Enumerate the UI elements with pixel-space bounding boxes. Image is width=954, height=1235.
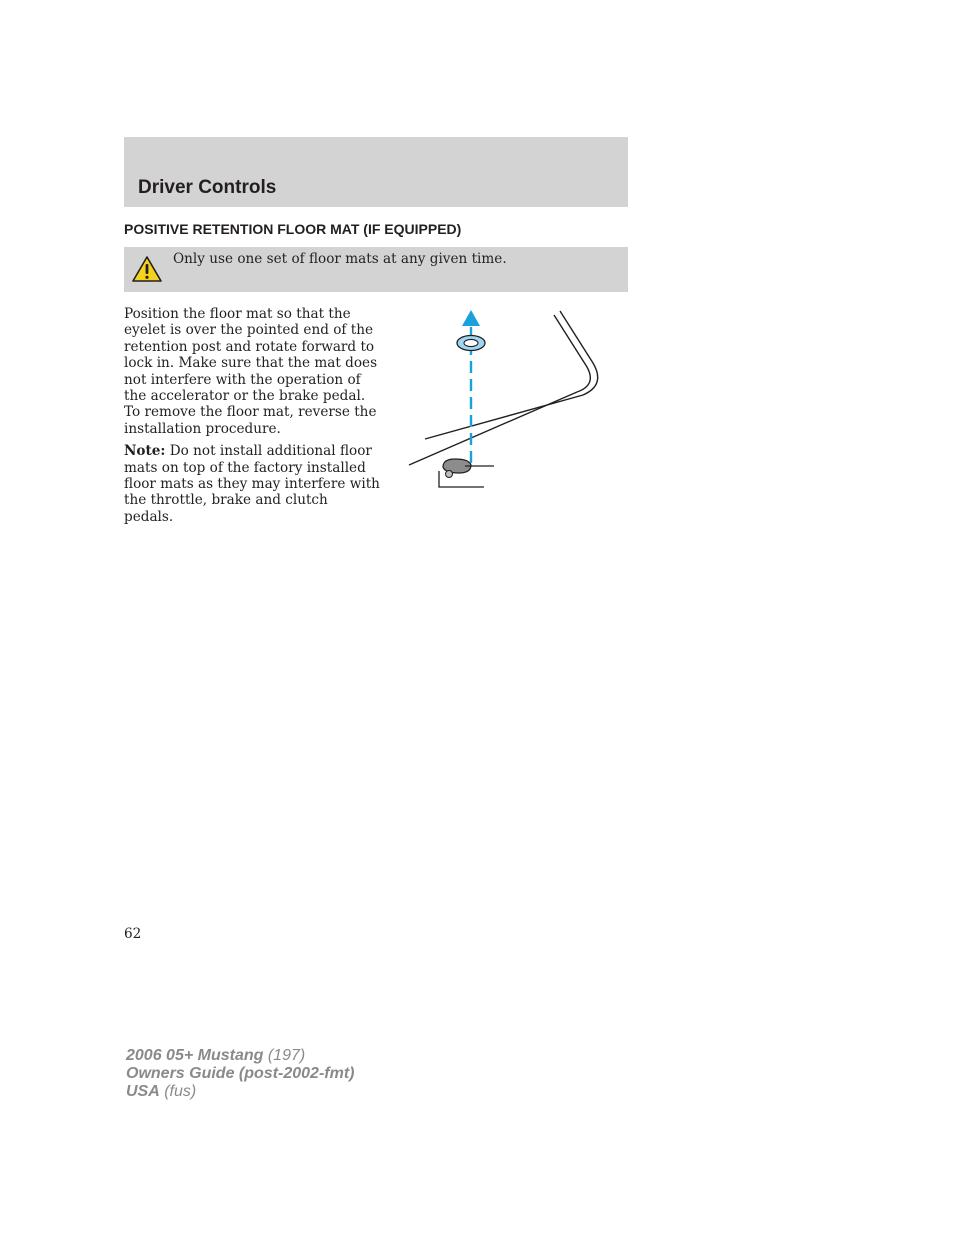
section-title: Driver Controls bbox=[138, 177, 277, 198]
footer-market-code: (fus) bbox=[159, 1083, 197, 1100]
up-arrow-icon bbox=[462, 310, 480, 326]
footer-market: USA bbox=[126, 1083, 160, 1100]
body-text bbox=[124, 306, 380, 531]
retention-post-base bbox=[446, 471, 453, 478]
instruction-paragraph: Position the floor mat so that the eyelet is over the pointed end of the retention post and rotate forward to lock in. Make sure that the mat does not interfere with the operation of the accelerator or the brake pedal. To remove the floor mat, reverse the installation procedure. bbox=[124, 306, 378, 437]
mat-edge-inner bbox=[409, 315, 590, 465]
page-number: 62 bbox=[124, 926, 142, 942]
floor-mat-illustration bbox=[405, 305, 620, 495]
footer-guide: Owners Guide (post-2002-fmt) bbox=[126, 1065, 355, 1082]
note-text: Do not install additional floor mats on top of the factory installed floor mats as they may interfere with the throttle, brake and clutch pedals. bbox=[124, 443, 380, 525]
footer-model-code: (197) bbox=[263, 1047, 306, 1064]
sub-heading: POSITIVE RETENTION FLOOR MAT (IF EQUIPPED) bbox=[124, 221, 462, 237]
note-paragraph bbox=[124, 443, 380, 525]
note-label: Note: bbox=[124, 443, 166, 460]
document-footer bbox=[126, 1047, 354, 1101]
warning-triangle-icon bbox=[131, 255, 163, 283]
warning-text: Only use one set of floor mats at any given time. bbox=[173, 251, 507, 267]
footer-model: 2006 05+ Mustang bbox=[126, 1047, 264, 1064]
